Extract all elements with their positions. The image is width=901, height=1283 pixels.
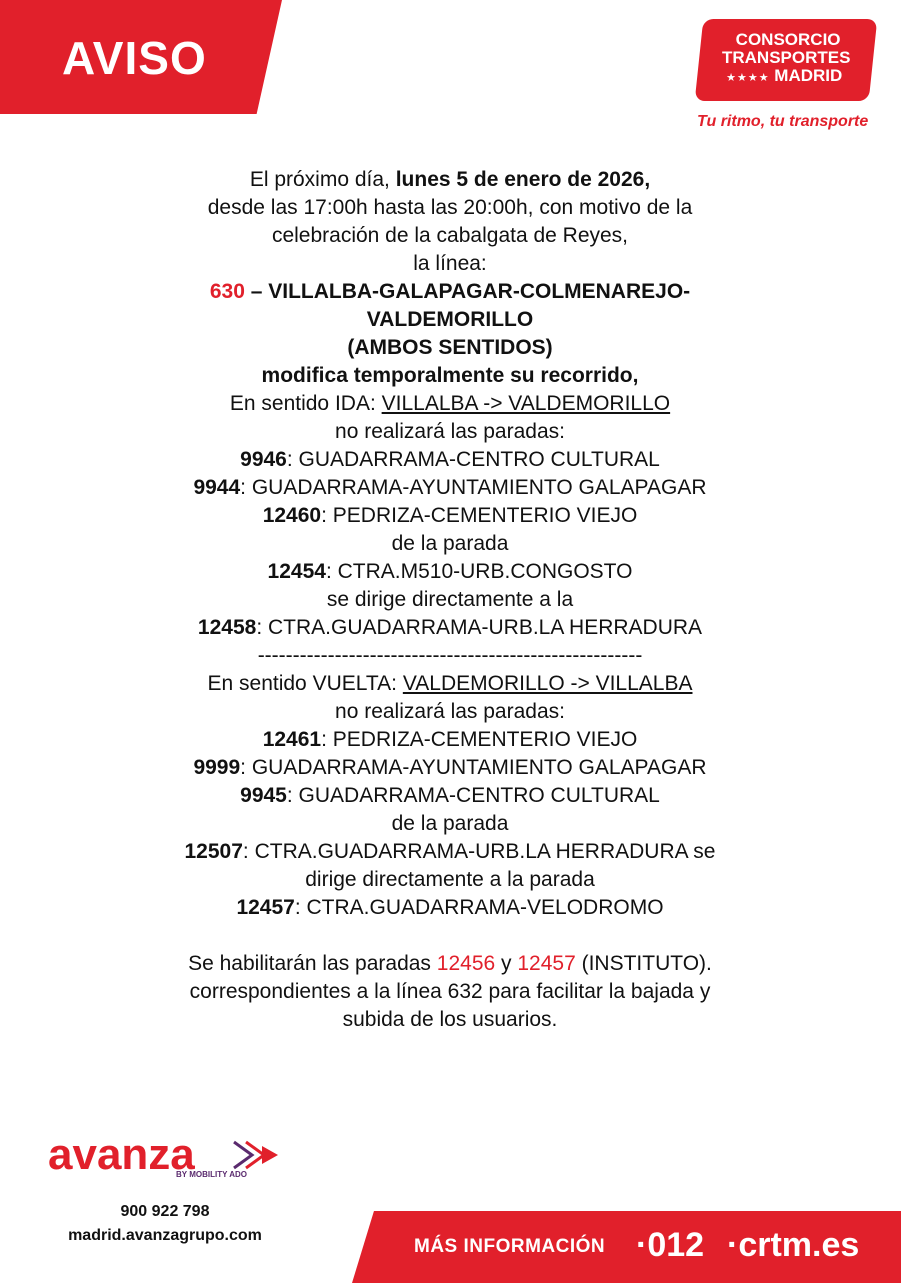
- ida-heading: [100, 390, 800, 418]
- stop-code: 9946: [240, 448, 287, 471]
- ida-direct-label: se dirige directamente a la: [326, 588, 574, 611]
- stop-code: 12457: [236, 896, 295, 919]
- stop-code: 12461: [262, 728, 322, 751]
- avanza-arrow-icon: [232, 1138, 280, 1172]
- stop-code: 12460: [262, 504, 322, 527]
- more-info-label: MÁS INFORMACIÓN: [414, 1236, 606, 1257]
- vuelta-direct-label: dirige directamente a la parada: [305, 868, 595, 891]
- time-line: desde las 17:00h hasta las 20:00h, con motivo de la: [207, 196, 693, 219]
- vuelta-stop: [100, 754, 800, 782]
- line-name-2: VALDEMORILLO: [366, 308, 534, 331]
- ida-stop: [100, 474, 800, 502]
- enabled-stop-1: 12456: [436, 952, 496, 975]
- intro-line: [100, 166, 800, 194]
- modifies-line: modifica temporalmente su recorrido,: [261, 364, 639, 387]
- stop-code: 9944: [193, 476, 241, 499]
- ida-prefix: En sentido IDA:: [229, 392, 382, 415]
- stop-code: 12458: [197, 616, 257, 639]
- ida-to-stop: [100, 614, 800, 642]
- aviso-title: AVISO: [62, 32, 207, 84]
- ida-route: VILLALBA -> VALDEMORILLO: [381, 392, 671, 415]
- stop-name: : GUADARRAMA-AYUNTAMIENTO GALAPAGAR: [240, 476, 707, 499]
- enable-prefix: Se habilitarán las paradas: [188, 952, 437, 975]
- enable-line-3: subida de los usuarios.: [342, 1008, 558, 1031]
- stop-name: : PEDRIZA-CEMENTERIO VIEJO: [321, 504, 638, 527]
- intro-prefix: El próximo día,: [249, 168, 396, 191]
- stop-code: 9999: [193, 756, 241, 779]
- vuelta-from-label: de la parada: [391, 812, 509, 835]
- notice-body: [100, 166, 800, 1034]
- line-label: la línea:: [413, 252, 487, 275]
- both-directions: (AMBOS SENTIDOS): [347, 336, 553, 359]
- notice-date: lunes 5 de enero de 2026,: [395, 168, 651, 191]
- line-number: 630: [209, 280, 245, 303]
- ida-stop: [100, 446, 800, 474]
- enable-line-2: correspondientes a la línea 632 para facilitar la bajada y: [189, 980, 711, 1003]
- vuelta-from-stop: [100, 838, 800, 866]
- logo-line-2: TRANSPORTES: [721, 48, 851, 67]
- line-name-1: – VILLALBA-GALAPAGAR-COLMENAREJO-: [244, 280, 691, 303]
- enable-suffix: (INSTITUTO).: [575, 952, 712, 975]
- stop-name: : GUADARRAMA-AYUNTAMIENTO GALAPAGAR: [240, 756, 707, 779]
- ida-no-stops: no realizará las paradas:: [335, 420, 565, 443]
- stop-name: : CTRA.M510-URB.CONGOSTO: [325, 560, 633, 583]
- ida-from-label: de la parada: [391, 532, 509, 555]
- contact-info: [40, 1200, 290, 1248]
- stop-name: : GUADARRAMA-CENTRO CULTURAL: [286, 448, 660, 471]
- avanza-wordmark: avanza: [48, 1130, 195, 1179]
- stop-name: : CTRA.GUADARRAMA-URB.LA HERRADURA: [256, 616, 703, 639]
- ida-from-stop: [100, 558, 800, 586]
- vuelta-no-stops: no realizará las paradas:: [335, 700, 565, 723]
- vuelta-to-stop: [100, 894, 800, 922]
- phone-number: 900 922 798: [120, 1203, 210, 1220]
- vuelta-stop: [100, 726, 800, 754]
- logo-line-1: CONSORCIO: [735, 30, 841, 49]
- separator: -------------------------------------------------------: [257, 644, 643, 667]
- stop-code: 9945: [240, 784, 287, 807]
- spacer: [100, 922, 800, 950]
- line-title: [100, 278, 800, 306]
- vuelta-stop: [100, 782, 800, 810]
- website-link[interactable]: madrid.avanzagrupo.com: [68, 1227, 262, 1244]
- stop-code: 12507: [184, 840, 243, 863]
- enabled-stop-2: 12457: [517, 952, 576, 975]
- phone-012[interactable]: ·012: [636, 1226, 705, 1264]
- stop-name: : CTRA.GUADARRAMA-VELODROMO: [294, 896, 664, 919]
- vuelta-heading: [100, 670, 800, 698]
- ida-stop: [100, 502, 800, 530]
- enable-and: y: [495, 952, 518, 975]
- vuelta-prefix: En sentido VUELTA:: [207, 672, 403, 695]
- event-line: celebración de la cabalgata de Reyes,: [271, 224, 629, 247]
- logo-line-3: [697, 67, 871, 87]
- avanza-subtitle: BY MOBILITY ADO: [176, 1170, 247, 1179]
- logo-line-3-text: MADRID: [774, 66, 843, 85]
- vuelta-route: VALDEMORILLO -> VILLALBA: [402, 672, 693, 695]
- avanza-logo: [48, 1132, 288, 1182]
- stop-name: : PEDRIZA-CEMENTERIO VIEJO: [321, 728, 638, 751]
- enable-line-1: [100, 950, 800, 978]
- crtm-website-link[interactable]: ·crtm.es: [727, 1226, 860, 1264]
- stars-icon: ★★★★: [726, 72, 770, 84]
- tagline: Tu ritmo, tu transporte: [697, 113, 869, 130]
- stop-name: : CTRA.GUADARRAMA-URB.LA HERRADURA se: [242, 840, 716, 863]
- stop-code: 12454: [267, 560, 326, 583]
- consorcio-transportes-logo: [695, 19, 878, 101]
- stop-name: : GUADARRAMA-CENTRO CULTURAL: [286, 784, 660, 807]
